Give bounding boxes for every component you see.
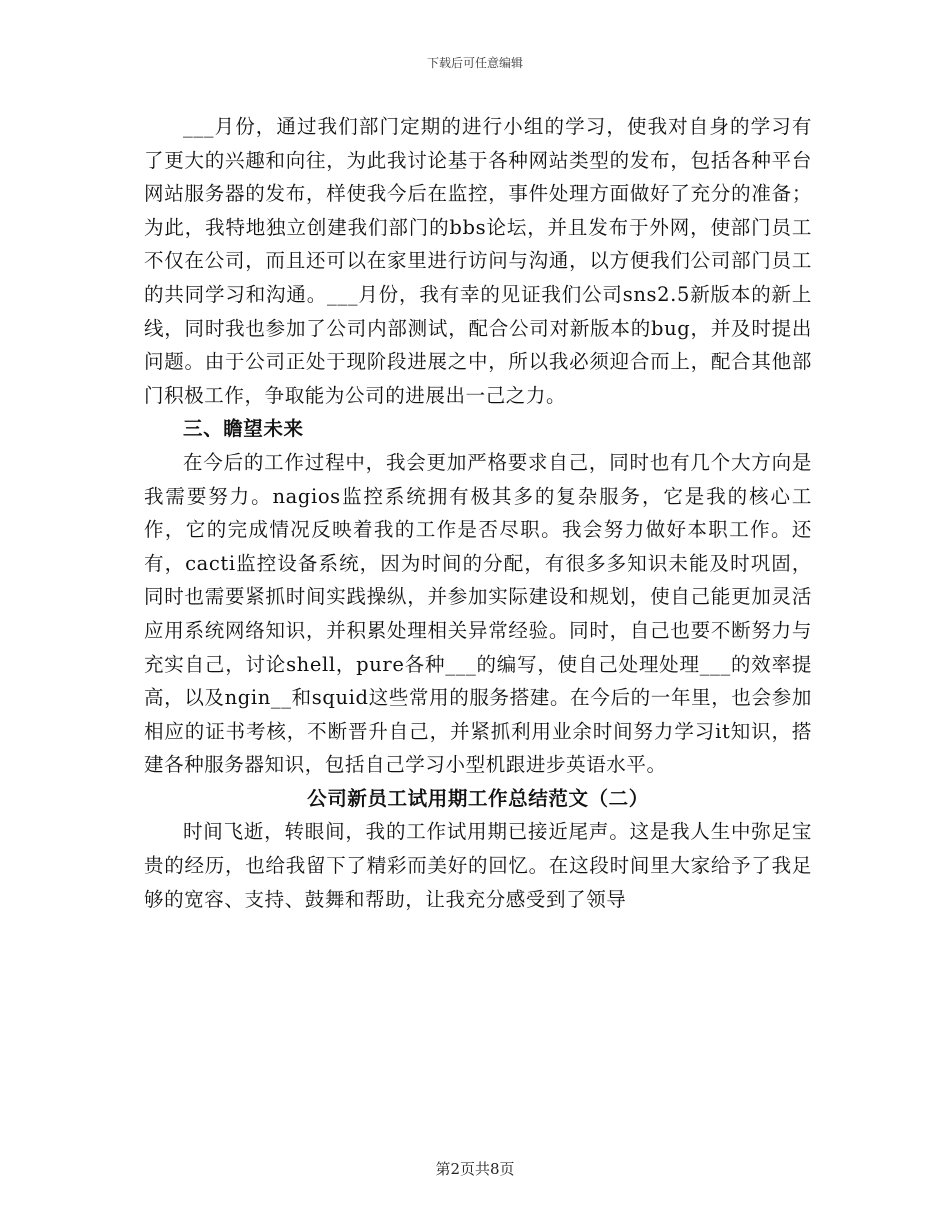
page-header-note: 下载后可任意编辑 <box>426 56 523 70</box>
section-heading-outlook: 三、瞻望未来 <box>183 417 304 441</box>
article-title-part-two: 公司新员工试用期工作总结范文（二） <box>307 786 649 810</box>
paragraph-future-plans: 在今后的工作过程中，我会更加严格要求自己，同时也有几个大方向是我需要努力。nagios监控系统拥有极其多的复杂服务，它是我的核心工作，它的完成情况反映着我的工作是否尽职。我会努力做好本职工作。还有，cacti监控设备系统，因为时间的分配，有很多多知识未能及时巩固，同时也需要紧抓时间实践操纵，并参加实际建设和规划，使自己能更加灵活应用系统网络知识，并积累处理相关异常经验。同时，自己也要不断努力与充实自己，讨论shell，pure各种___的编写，使自己处理处理___的效率提高，以及ngin__和squid这些常用的服务搭建。在今后的一年里，也会参加相应的证书考核，不断晋升自己，并紧抓利用业余时间努力学习it知识，搭建各种服务器知识，包括自己学习小型机跟进步英语水平。 <box>144 450 812 777</box>
paragraph-monthly-study: ___月份，通过我们部门定期的进行小组的学习，使我对自身的学习有了更大的兴趣和向往，为此我讨论基于各种网站类型的发布，包括各种平台网站服务器的发布，样使我今后在监控，事件处理方面做好了充分的准备；为此，我特地独立创建我们部门的bbs论坛，并且发布于外网，使部门员工不仅在公司，而且还可以在家里进行访问与沟通，以方便我们公司部门员工的共同学习和沟通。___月份，我有幸的见证我们公司sns2.5新版本的新上线，同时我也参加了公司内部测试，配合公司对新版本的bug，并及时提出问题。由于公司正处于现阶段进展之中，所以我必须迎合而上，配合其他部门积极工作，争取能为公司的进展出一己之力。 <box>144 115 812 407</box>
paragraph-probation-intro: 时间飞逝，转眼间，我的工作试用期已接近尾声。这是我人生中弥足宝贵的经历，也给我留下了精彩而美好的回忆。在这段时间里大家给予了我足够的宽容、支持、鼓舞和帮助，让我充分感受到了领导 <box>144 820 812 911</box>
page-number-footer: 第2页共8页 <box>435 1160 515 1178</box>
document-body <box>144 110 812 916</box>
